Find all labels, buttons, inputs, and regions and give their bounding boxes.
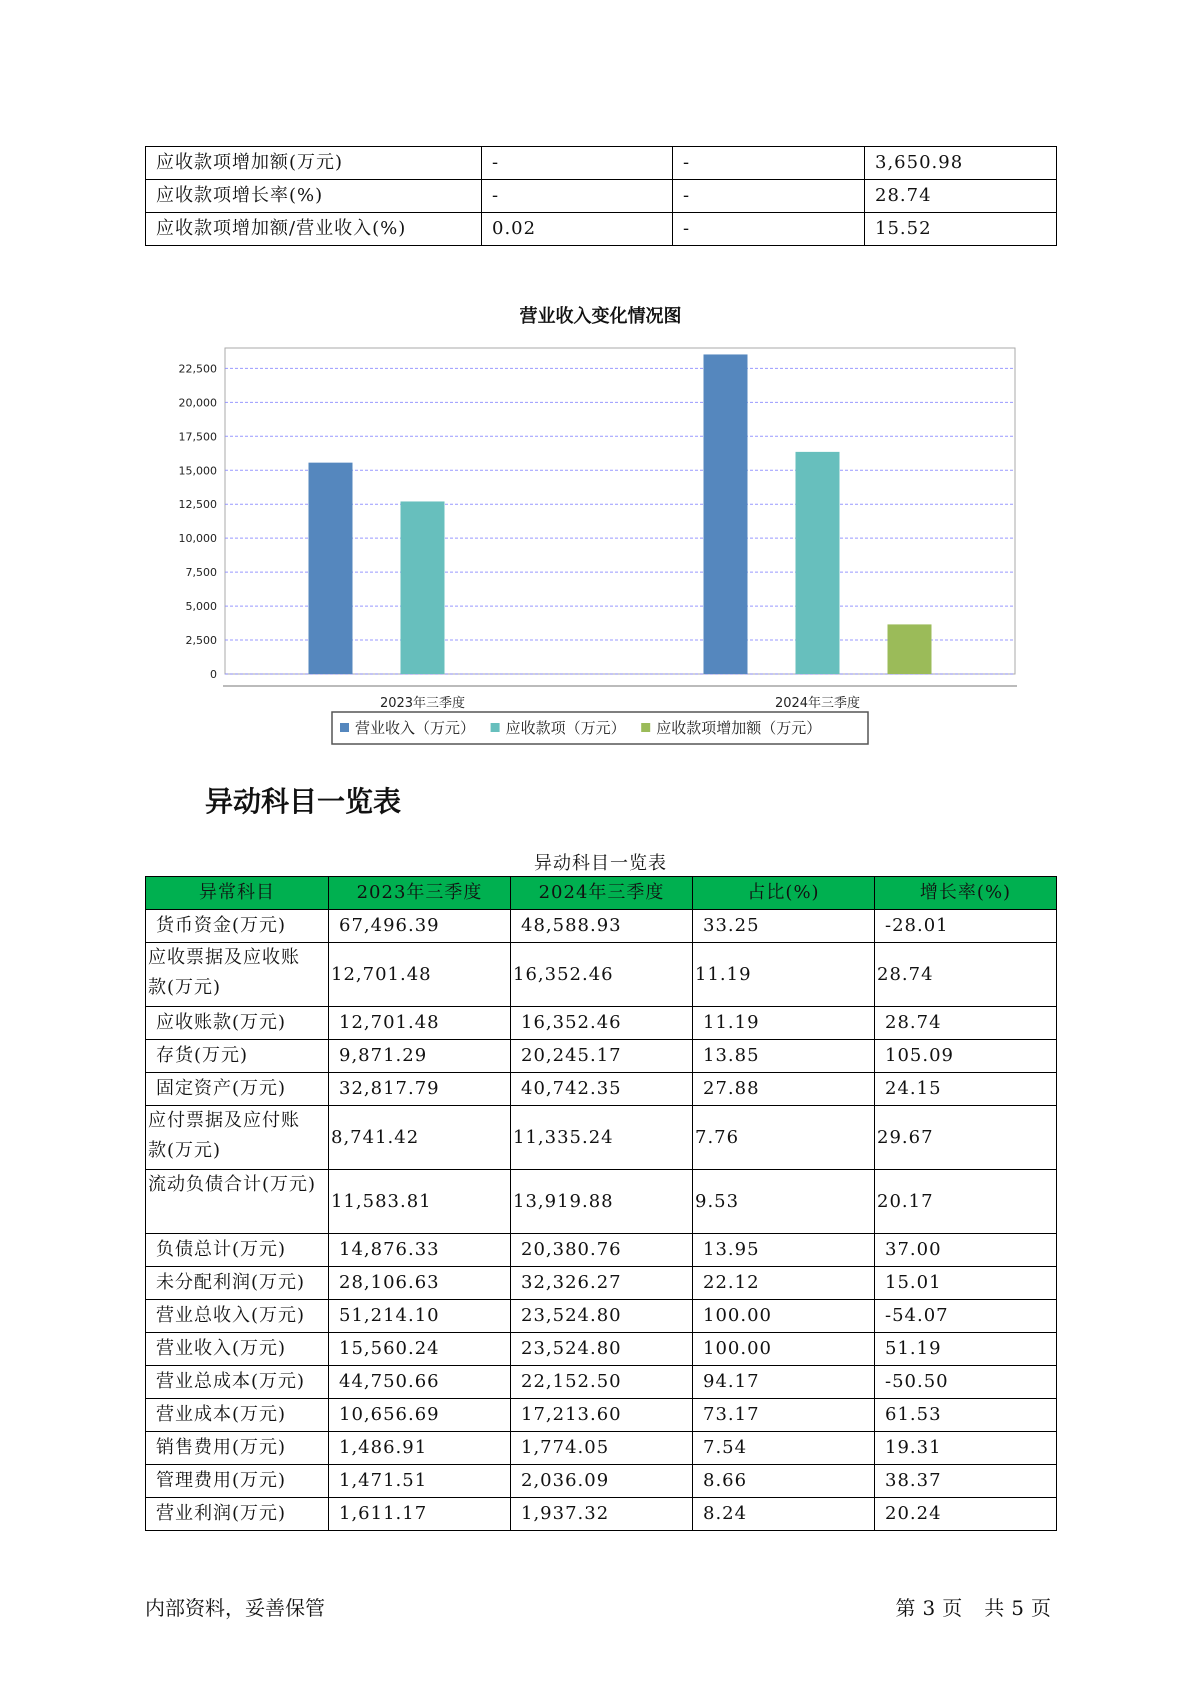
item-name-cell: 负债总计(万元): [146, 1234, 329, 1267]
section-heading: 异动科目一览表: [205, 785, 402, 818]
y-tick-label: 20,000: [178, 396, 217, 410]
legend-swatch: [491, 723, 500, 732]
value-cell: 2,036.09: [511, 1465, 693, 1498]
value-cell: 16,352.46: [511, 943, 693, 1007]
legend-swatch: [340, 723, 349, 732]
value-cell: 33.25: [693, 910, 875, 943]
y-tick-label: 5,000: [185, 600, 217, 614]
value-cell: 40,742.35: [511, 1073, 693, 1106]
value-cell: 11,583.81: [329, 1170, 511, 1234]
table-row: [146, 1498, 1057, 1531]
page-suffix: 页: [1031, 1596, 1052, 1620]
value-cell: 7.76: [693, 1106, 875, 1170]
value-cell: 14,876.33: [329, 1234, 511, 1267]
y-tick-label: 7,500: [185, 566, 217, 580]
value-cell: 13.95: [693, 1234, 875, 1267]
value-cell: -54.07: [875, 1300, 1057, 1333]
value-cell: 13,919.88: [511, 1170, 693, 1234]
y-tick-label: 0: [210, 668, 217, 681]
value-cell: 20,380.76: [511, 1234, 693, 1267]
table-cell: -: [673, 213, 865, 246]
item-name-cell: 营业总成本(万元): [146, 1366, 329, 1399]
y-tick-label: 22,500: [178, 362, 217, 376]
item-name-cell: 营业收入(万元): [146, 1333, 329, 1366]
value-cell: 11,335.24: [511, 1106, 693, 1170]
table-row: [146, 1234, 1057, 1267]
table-row: [146, 1432, 1057, 1465]
value-cell: 22,152.50: [511, 1366, 693, 1399]
table-cell: 应收款项增长率(%): [146, 180, 482, 213]
item-name-cell: 应付票据及应付账款(万元): [146, 1106, 329, 1170]
item-name-cell: 营业成本(万元): [146, 1399, 329, 1432]
value-cell: 8,741.42: [329, 1106, 511, 1170]
page-current: 3: [922, 1596, 937, 1620]
value-cell: 94.17: [693, 1366, 875, 1399]
value-cell: 11.19: [693, 943, 875, 1007]
value-cell: 38.37: [875, 1465, 1057, 1498]
table-row: [146, 213, 1057, 246]
value-cell: 10,656.69: [329, 1399, 511, 1432]
table-row: [146, 1106, 1057, 1170]
value-cell: 32,326.27: [511, 1267, 693, 1300]
item-name-cell: 应收账款(万元): [146, 1007, 329, 1040]
y-tick-label: 2,500: [185, 634, 217, 648]
table-row: [146, 1465, 1057, 1498]
value-cell: 16,352.46: [511, 1007, 693, 1040]
item-name-cell: 管理费用(万元): [146, 1465, 329, 1498]
value-cell: 1,611.17: [329, 1498, 511, 1531]
table-cell: 3,650.98: [865, 147, 1057, 180]
y-tick-label: 12,500: [178, 498, 217, 512]
value-cell: 8.24: [693, 1498, 875, 1531]
table-row: [146, 943, 1057, 1007]
page-number: [893, 1592, 1055, 1621]
value-cell: 17,213.60: [511, 1399, 693, 1432]
x-tick-label: 2024年三季度: [774, 696, 861, 711]
item-name-cell: 营业总收入(万元): [146, 1300, 329, 1333]
value-cell: 28.74: [875, 1007, 1057, 1040]
y-tick-label: 15,000: [178, 464, 217, 478]
value-cell: 20.17: [875, 1170, 1057, 1234]
legend-label: 应收款项（万元）: [505, 719, 626, 737]
column-header: 增长率(%): [875, 877, 1057, 910]
bar: [796, 452, 840, 674]
value-cell: 20.24: [875, 1498, 1057, 1531]
page-prefix: 第: [895, 1596, 917, 1620]
item-name-cell: 营业利润(万元): [146, 1498, 329, 1531]
value-cell: 51,214.10: [329, 1300, 511, 1333]
column-header: 占比(%): [693, 877, 875, 910]
value-cell: 51.19: [875, 1333, 1057, 1366]
table-row: [146, 1300, 1057, 1333]
revenue-bar-chart: [150, 330, 1030, 750]
value-cell: 9,871.29: [329, 1040, 511, 1073]
confidential-notice: 内部资料，妥善保管: [145, 1596, 325, 1620]
column-header: 2024年三季度: [511, 877, 693, 910]
value-cell: 22.12: [693, 1267, 875, 1300]
value-cell: 28.74: [875, 943, 1057, 1007]
value-cell: 24.15: [875, 1073, 1057, 1106]
bar: [309, 463, 353, 674]
legend-label: 营业收入（万元）: [355, 719, 476, 737]
table-cell: 0.02: [482, 213, 673, 246]
page-total: 5: [1011, 1596, 1025, 1620]
table-cell: -: [673, 147, 865, 180]
table-row: [146, 1073, 1057, 1106]
table-cell: -: [482, 180, 673, 213]
table-row: [146, 147, 1057, 180]
legend-label: 应收款项增加额（万元）: [656, 719, 822, 737]
value-cell: -50.50: [875, 1366, 1057, 1399]
column-header: 2023年三季度: [329, 877, 511, 910]
value-cell: 23,524.80: [511, 1300, 693, 1333]
value-cell: 15,560.24: [329, 1333, 511, 1366]
table-cell: 应收款项增加额(万元): [146, 147, 482, 180]
value-cell: 19.31: [875, 1432, 1057, 1465]
value-cell: 15.01: [875, 1267, 1057, 1300]
value-cell: 29.67: [875, 1106, 1057, 1170]
table-row: [146, 1267, 1057, 1300]
value-cell: 32,817.79: [329, 1073, 511, 1106]
value-cell: 1,937.32: [511, 1498, 693, 1531]
table-row: [146, 1333, 1057, 1366]
item-name-cell: 固定资产(万元): [146, 1073, 329, 1106]
item-name-cell: 货币资金(万元): [146, 910, 329, 943]
table-cell: 应收款项增加额/营业收入(%): [146, 213, 482, 246]
bar: [401, 501, 445, 674]
value-cell: 100.00: [693, 1333, 875, 1366]
value-cell: 7.54: [693, 1432, 875, 1465]
y-tick-label: 17,500: [178, 430, 217, 444]
table-row: [146, 1040, 1057, 1073]
table-cell: -: [673, 180, 865, 213]
value-cell: 9.53: [693, 1170, 875, 1234]
value-cell: 12,701.48: [329, 943, 511, 1007]
item-name-cell: 流动负债合计(万元): [146, 1170, 329, 1234]
item-name-cell: 未分配利润(万元): [146, 1267, 329, 1300]
value-cell: 23,524.80: [511, 1333, 693, 1366]
value-cell: 61.53: [875, 1399, 1057, 1432]
table-caption: 异动科目一览表: [534, 853, 667, 874]
table-header-row: [146, 877, 1057, 910]
bar: [888, 624, 932, 674]
item-name-cell: 销售费用(万元): [146, 1432, 329, 1465]
value-cell: 48,588.93: [511, 910, 693, 943]
table-row: [146, 1170, 1057, 1234]
table-cell: 15.52: [865, 213, 1057, 246]
value-cell: 27.88: [693, 1073, 875, 1106]
item-name-cell: 应收票据及应收账款(万元): [146, 943, 329, 1007]
column-header: 异常科目: [146, 877, 329, 910]
table-row: [146, 1007, 1057, 1040]
value-cell: 37.00: [875, 1234, 1057, 1267]
chart-title: 营业收入变化情况图: [519, 306, 682, 327]
legend-swatch: [641, 723, 650, 732]
value-cell: 67,496.39: [329, 910, 511, 943]
bar: [704, 354, 748, 674]
y-tick-label: 10,000: [178, 532, 217, 546]
value-cell: 12,701.48: [329, 1007, 511, 1040]
value-cell: 8.66: [693, 1465, 875, 1498]
value-cell: 100.00: [693, 1300, 875, 1333]
table-cell: 28.74: [865, 180, 1057, 213]
x-tick-label: 2023年三季度: [379, 696, 466, 711]
value-cell: 1,471.51: [329, 1465, 511, 1498]
value-cell: 44,750.66: [329, 1366, 511, 1399]
value-cell: 20,245.17: [511, 1040, 693, 1073]
value-cell: 1,774.05: [511, 1432, 693, 1465]
table-row: [146, 1366, 1057, 1399]
value-cell: -28.01: [875, 910, 1057, 943]
receivables-summary-table: [145, 146, 1057, 246]
table-row: [146, 180, 1057, 213]
value-cell: 105.09: [875, 1040, 1057, 1073]
page-mid: 页 共: [942, 1596, 1006, 1620]
value-cell: 1,486.91: [329, 1432, 511, 1465]
table-row: [146, 910, 1057, 943]
value-cell: 13.85: [693, 1040, 875, 1073]
value-cell: 11.19: [693, 1007, 875, 1040]
table-row: [146, 1399, 1057, 1432]
value-cell: 73.17: [693, 1399, 875, 1432]
abnormal-items-table: [145, 876, 1057, 1531]
value-cell: 28,106.63: [329, 1267, 511, 1300]
table-cell: -: [482, 147, 673, 180]
item-name-cell: 存货(万元): [146, 1040, 329, 1073]
